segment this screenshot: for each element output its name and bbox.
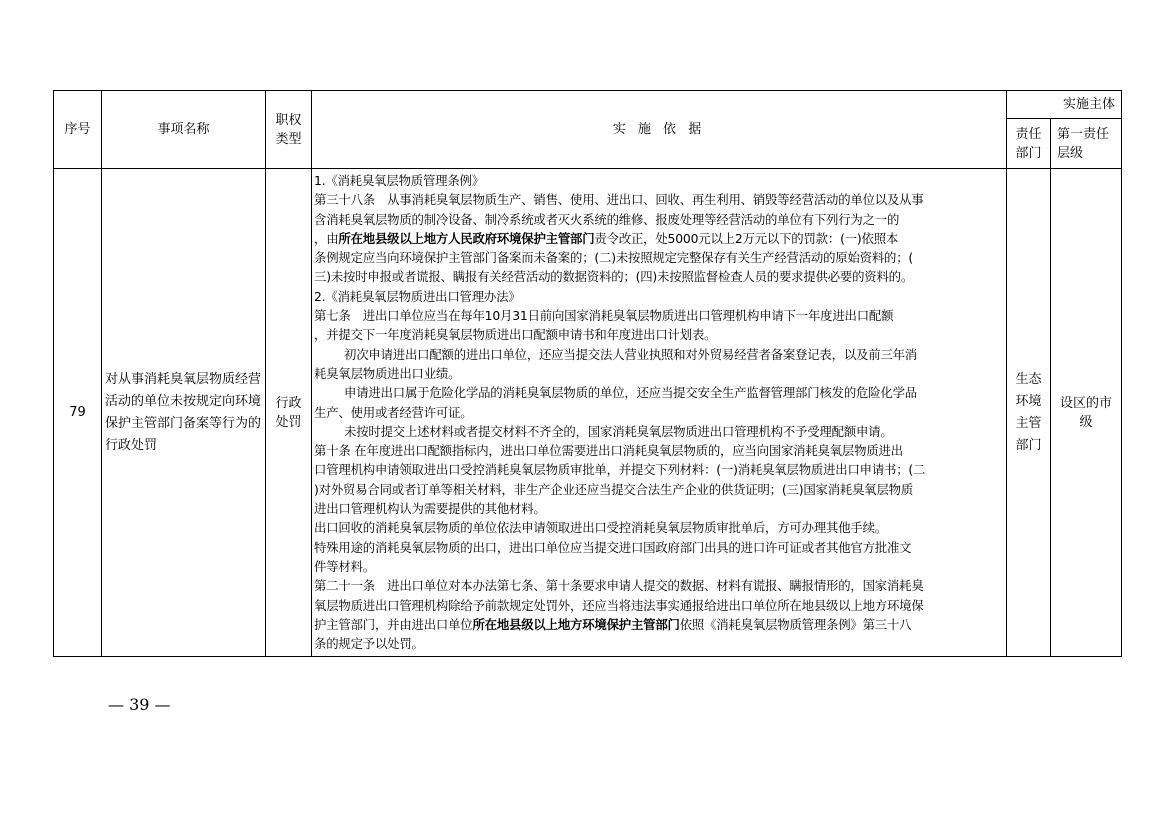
basis-line — [314, 480, 1004, 499]
basis-line — [314, 596, 1004, 615]
basis-text: 2.《消耗臭氧层物质进出口管理办法》 — [314, 288, 521, 304]
basis-text: 出口回收的消耗臭氧层物质的单位依法申请领取进出口受控消耗臭氧层物质审批单后，方可办理其他手续。 — [314, 520, 887, 536]
basis-text: 未按时提交上述材料或者提交材料不齐全的，国家消耗臭氧层物质进出口管理机构不予受理配额申请。 — [344, 423, 893, 439]
basis-line — [314, 345, 1004, 364]
header-type: 职权类型 — [266, 91, 312, 169]
basis-line — [314, 557, 1004, 576]
basis-line — [314, 576, 1004, 595]
basis-line — [314, 210, 1004, 229]
basis-text: 初次申请进出口配额的进出口单位，还应当提交法人营业执照和对外贸易经营者备案登记表，以及前三年消 — [344, 346, 917, 362]
basis-line — [314, 287, 1004, 306]
basis-line — [314, 422, 1004, 441]
basis-line — [314, 306, 1004, 325]
basis-text: 1.《消耗臭氧层物质管理条例》 — [314, 173, 484, 188]
basis-line — [314, 403, 1004, 422]
basis-text: 进出口管理机构认为需要提供的其他材料。 — [314, 501, 546, 517]
basis-text: ，并提交下一年度消耗臭氧层物质进出口配额申请书和年度进出口计划表。 — [314, 327, 717, 343]
row-type: 行政处罚 — [266, 169, 312, 657]
basis-text: 护主管部门，并由进出口单位 — [314, 616, 473, 632]
basis-line — [314, 229, 1004, 248]
row-dept: 生态环境主管部门 — [1007, 169, 1051, 657]
basis-text: 条例规定应当向环境保护主管部门备案而未备案的；(二)未按照规定完整保存有关生产经营活动的原始资料的；( — [314, 250, 914, 266]
basis-line — [314, 634, 1004, 653]
basis-text: ，由 — [314, 230, 339, 246]
bold-authority-text: 所在地县级以上地方人民政府环境保护主管部门 — [338, 230, 595, 246]
basis-line — [314, 248, 1004, 267]
basis-line — [314, 325, 1004, 344]
basis-text: 依照《消耗臭氧层物质管理条例》第三十八 — [679, 616, 912, 632]
basis-text: 三)未按时申报或者谎报、瞒报有关经营活动的数据资料的；(四)未按照监督检查人员的要求提供必要的资料的。 — [314, 269, 914, 285]
header-level: 第一责任层级 — [1051, 119, 1122, 169]
basis-text: 第十条 在年度进出口配额指标内，进出口单位需要进出口消耗臭氧层物质的，应当向国家消耗臭氧层物质进出 — [314, 443, 903, 459]
basis-text: 氧层物质进出口管理机构除给予前款规定处罚外，还应当将违法事实通报给进出口单位所在地县级以上地方环境保 — [314, 597, 924, 613]
basis-text: 第七条 进出口单位应当在每年10月31日前向国家消耗臭氧层物质进出口管理机构申请下一年度进出口配额 — [314, 308, 894, 324]
basis-line — [314, 383, 1004, 402]
basis-text: 耗臭氧层物质进出口业绩。 — [314, 365, 461, 381]
basis-line — [314, 518, 1004, 537]
basis-line — [314, 364, 1004, 383]
basis-text: 特殊用途的消耗臭氧层物质的出口，进出口单位应当提交进口国政府部门出具的进口许可证或者其他官方批准文 — [314, 539, 912, 555]
basis-text: )对外贸易合同或者订单等相关材料，非生产企业还应当提交合法生产企业的供货证明；(三)国家消耗臭氧层物质 — [314, 481, 914, 497]
authority-table — [53, 90, 1122, 657]
row-no: 79 — [54, 169, 102, 657]
basis-text: 生产、使用或者经营许可证。 — [314, 404, 473, 420]
basis-text: 口管理机构申请领取进出口受控消耗臭氧层物质审批单，并提交下列材料：(一)消耗臭氧层物质进出口申请书；(二 — [314, 462, 926, 478]
header-subject: 实施主体 — [1007, 91, 1122, 119]
basis-text: 第三十八条 从事消耗臭氧层物质生产、销售、使用、进出口、回收、再生利用、销毁等经营活动的单位以及从事 — [314, 192, 924, 208]
row-level: 设区的市级 — [1051, 169, 1122, 657]
basis-text: 含消耗臭氧层物质的制冷设备、制冷系统或者灭火系统的维修、报废处理等经营活动的单位有下列行为之一的 — [314, 211, 900, 227]
basis-line — [314, 190, 1004, 209]
header-basis: 实 施 依 据 — [312, 91, 1007, 169]
basis-line — [314, 460, 1004, 479]
row-item-name: 对从事消耗臭氧层物质经营活动的单位未按规定向环境保护主管部门备案等行为的行政处罚 — [102, 169, 266, 657]
page-number: — 39 — — [108, 695, 171, 714]
basis-line — [314, 171, 1004, 190]
header-dept: 责任部门 — [1007, 119, 1051, 169]
basis-line — [314, 441, 1004, 460]
basis-line — [314, 499, 1004, 518]
basis-text: 责令改正，处5000元以上2万元以下的罚款：(一)依照本 — [594, 230, 899, 246]
basis-text: 件等材料。 — [314, 558, 375, 574]
basis-line — [314, 538, 1004, 557]
row-basis — [312, 169, 1007, 657]
basis-text: 条的规定予以处罚。 — [314, 636, 424, 652]
header-item: 事项名称 — [102, 91, 266, 169]
basis-text: 申请进出口属于危险化学品的消耗臭氧层物质的单位，还应当提交安全生产监督管理部门核发的危险化学品 — [344, 385, 917, 401]
bold-authority-text: 所在地县级以上地方环境保护主管部门 — [472, 616, 680, 632]
header-no: 序号 — [54, 91, 102, 169]
basis-text: 第二十一条 进出口单位对本办法第七条、第十条要求申请人提交的数据、材料有谎报、瞒报情形的，国家消耗臭 — [314, 578, 924, 594]
basis-line — [314, 267, 1004, 286]
basis-line — [314, 615, 1004, 634]
